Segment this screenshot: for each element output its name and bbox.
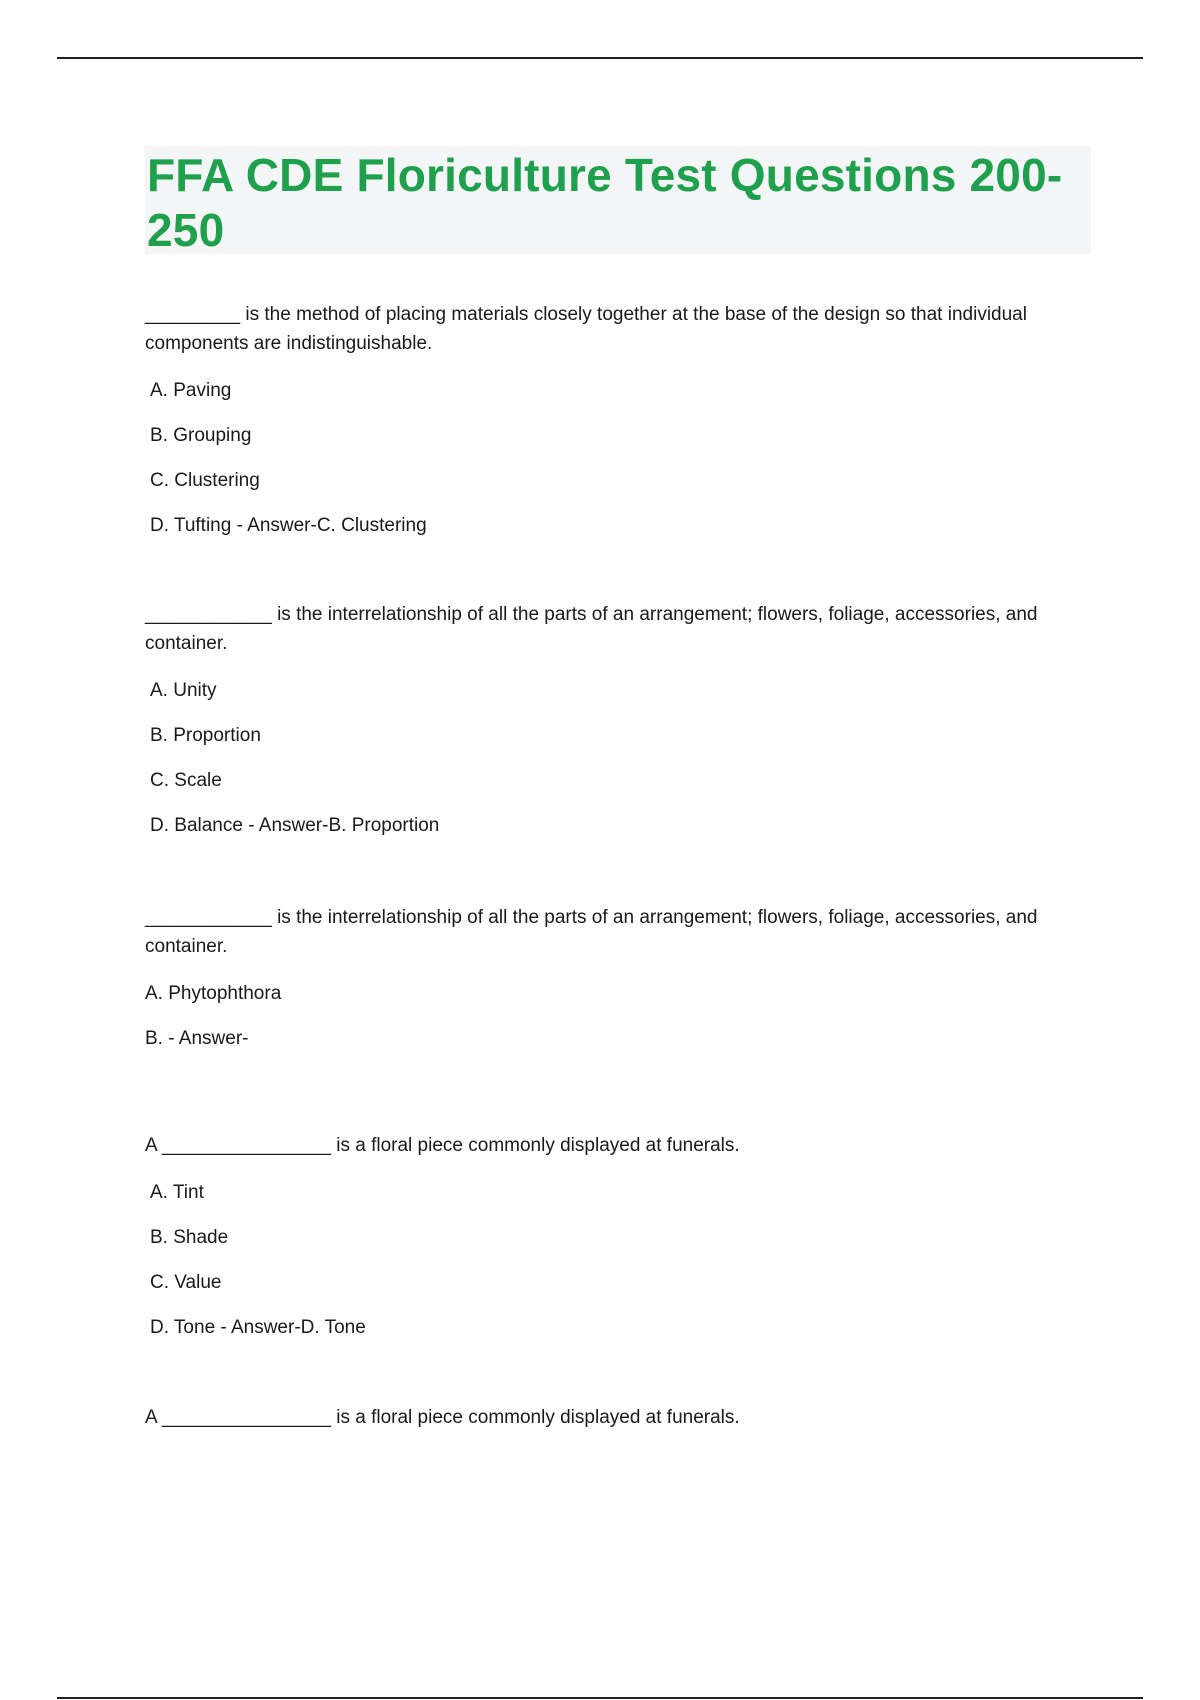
question-prompt: _________ is the method of placing materials closely together at the base of the design so that individual components are indistinguishable. — [145, 304, 1027, 354]
option-item: B. Grouping — [150, 425, 252, 446]
option-item: D. Tone - Answer-D. Tone — [150, 1317, 366, 1338]
document-page — [145, 146, 1091, 1428]
option-item: A. Paving — [150, 380, 232, 401]
option-item: B. - Answer- — [145, 1028, 249, 1049]
option-item: B. Shade — [150, 1227, 229, 1248]
header-rule — [57, 57, 1143, 59]
question-prompt: ____________ is the interrelationship of all the parts of an arrangement; flowers, foliage, accessories, and container. — [145, 907, 1038, 957]
option-list — [145, 1181, 1091, 1340]
question-prompt: A ________________ is a floral piece commonly displayed at funerals. — [145, 1135, 740, 1156]
question-prompt: ____________ is the interrelationship of all the parts of an arrangement; flowers, foliage, accessories, and container. — [145, 604, 1038, 654]
question-prompt: A ________________ is a floral piece commonly displayed at funerals. — [145, 1407, 740, 1428]
document-title: FFA CDE Floriculture Test Questions 200-250 — [147, 149, 1063, 256]
option-item: C. Scale — [150, 770, 222, 791]
option-list — [145, 982, 1091, 1051]
option-item: C. Value — [150, 1272, 222, 1293]
option-item: C. Clustering — [150, 470, 260, 491]
option-item: A. Unity — [150, 680, 217, 701]
question-1 — [145, 300, 1091, 538]
question-2 — [145, 600, 1091, 838]
question-3 — [145, 903, 1091, 1051]
title-banner — [145, 146, 1091, 254]
footer-rule — [57, 1697, 1143, 1699]
option-list — [145, 679, 1091, 838]
question-4 — [145, 1131, 1091, 1340]
option-item: B. Proportion — [150, 725, 261, 746]
option-item: D. Tufting - Answer-C. Clustering — [150, 515, 427, 536]
option-item: A. Tint — [150, 1182, 204, 1203]
option-list — [145, 379, 1091, 538]
question-5 — [145, 1403, 1091, 1432]
option-item: A. Phytophthora — [145, 983, 282, 1004]
option-item: D. Balance - Answer-B. Proportion — [150, 815, 440, 836]
